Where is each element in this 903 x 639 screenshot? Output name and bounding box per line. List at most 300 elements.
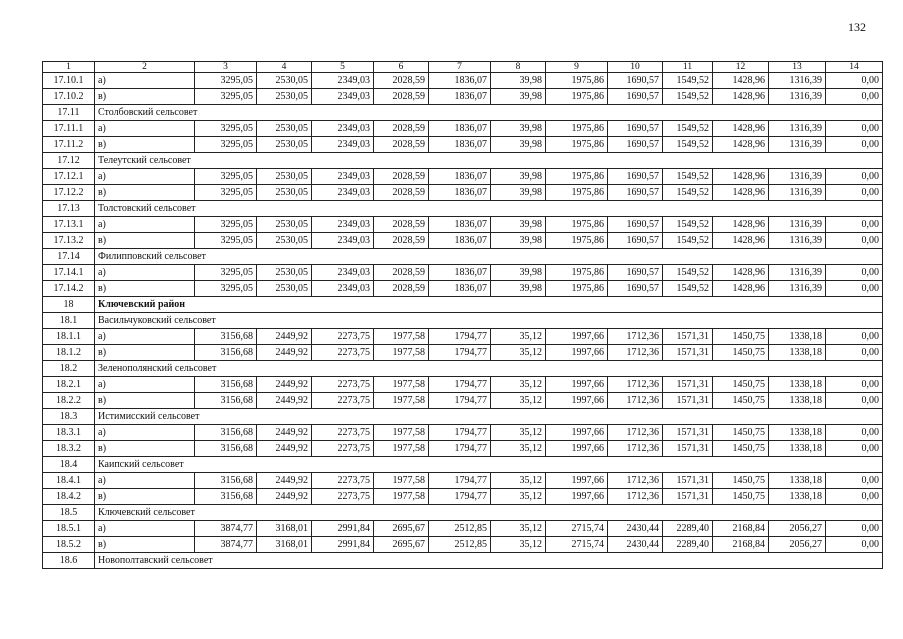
value-cell: 1712,36 bbox=[608, 489, 663, 505]
value-cell: 1571,31 bbox=[663, 377, 713, 393]
value-cell: 2349,03 bbox=[312, 281, 374, 297]
row-subitem: а) bbox=[95, 473, 195, 489]
section-row bbox=[43, 249, 883, 265]
value-cell: 3156,68 bbox=[195, 441, 257, 457]
row-subitem: а) bbox=[95, 377, 195, 393]
value-cell: 35,12 bbox=[491, 345, 546, 361]
section-row bbox=[43, 313, 883, 329]
value-cell: 1836,07 bbox=[429, 265, 491, 281]
value-cell: 1316,39 bbox=[769, 185, 826, 201]
table-row bbox=[43, 73, 883, 89]
value-cell: 1690,57 bbox=[608, 185, 663, 201]
value-cell: 1836,07 bbox=[429, 89, 491, 105]
value-cell: 3156,68 bbox=[195, 377, 257, 393]
value-cell: 1975,86 bbox=[546, 73, 608, 89]
column-number-cell: 3 bbox=[195, 62, 257, 73]
value-cell: 1997,66 bbox=[546, 377, 608, 393]
value-cell: 35,12 bbox=[491, 521, 546, 537]
row-code: 17.12.1 bbox=[43, 169, 95, 185]
value-cell: 1975,86 bbox=[546, 89, 608, 105]
value-cell: 2273,75 bbox=[312, 489, 374, 505]
value-cell: 1794,77 bbox=[429, 441, 491, 457]
value-cell: 1690,57 bbox=[608, 265, 663, 281]
value-cell: 39,98 bbox=[491, 217, 546, 233]
row-subitem: а) bbox=[95, 329, 195, 345]
column-number-row bbox=[43, 62, 883, 73]
value-cell: 1338,18 bbox=[769, 425, 826, 441]
value-cell: 2349,03 bbox=[312, 121, 374, 137]
value-cell: 1571,31 bbox=[663, 441, 713, 457]
table-row bbox=[43, 217, 883, 233]
row-code: 18.5.2 bbox=[43, 537, 95, 553]
value-cell: 1997,66 bbox=[546, 425, 608, 441]
value-cell: 1450,75 bbox=[713, 489, 769, 505]
value-cell: 1428,96 bbox=[713, 265, 769, 281]
value-cell: 1975,86 bbox=[546, 217, 608, 233]
value-cell: 1836,07 bbox=[429, 137, 491, 153]
value-cell: 0,00 bbox=[826, 89, 883, 105]
value-cell: 1712,36 bbox=[608, 393, 663, 409]
value-cell: 1794,77 bbox=[429, 329, 491, 345]
section-title: Новополтавский сельсовет bbox=[95, 553, 883, 569]
row-code: 17.10.1 bbox=[43, 73, 95, 89]
value-cell: 2349,03 bbox=[312, 233, 374, 249]
value-cell: 0,00 bbox=[826, 489, 883, 505]
row-subitem: а) bbox=[95, 425, 195, 441]
row-code: 18.1.2 bbox=[43, 345, 95, 361]
value-cell: 1997,66 bbox=[546, 489, 608, 505]
value-cell: 1975,86 bbox=[546, 233, 608, 249]
value-cell: 1428,96 bbox=[713, 281, 769, 297]
value-cell: 1794,77 bbox=[429, 425, 491, 441]
value-cell: 1836,07 bbox=[429, 185, 491, 201]
row-code: 18.4.2 bbox=[43, 489, 95, 505]
row-code: 18.3.1 bbox=[43, 425, 95, 441]
value-cell: 1450,75 bbox=[713, 425, 769, 441]
value-cell: 2530,05 bbox=[257, 233, 312, 249]
row-code: 18 bbox=[43, 297, 95, 313]
value-cell: 3295,05 bbox=[195, 89, 257, 105]
row-code: 18.4 bbox=[43, 457, 95, 473]
value-cell: 2449,92 bbox=[257, 345, 312, 361]
value-cell: 1836,07 bbox=[429, 73, 491, 89]
value-cell: 35,12 bbox=[491, 473, 546, 489]
column-number-cell: 6 bbox=[374, 62, 429, 73]
row-subitem: а) bbox=[95, 217, 195, 233]
section-title: Зеленополянский сельсовет bbox=[95, 361, 883, 377]
value-cell: 1428,96 bbox=[713, 137, 769, 153]
section-title: Ключевский сельсовет bbox=[95, 505, 883, 521]
value-cell: 1450,75 bbox=[713, 377, 769, 393]
value-cell: 2530,05 bbox=[257, 265, 312, 281]
value-cell: 1836,07 bbox=[429, 233, 491, 249]
value-cell: 2273,75 bbox=[312, 377, 374, 393]
table-row bbox=[43, 393, 883, 409]
value-cell: 1316,39 bbox=[769, 281, 826, 297]
row-subitem: а) bbox=[95, 73, 195, 89]
row-subitem: а) bbox=[95, 121, 195, 137]
value-cell: 1338,18 bbox=[769, 377, 826, 393]
value-cell: 2289,40 bbox=[663, 537, 713, 553]
row-code: 17.14.2 bbox=[43, 281, 95, 297]
value-cell: 1690,57 bbox=[608, 233, 663, 249]
value-cell: 1316,39 bbox=[769, 121, 826, 137]
value-cell: 1549,52 bbox=[663, 281, 713, 297]
value-cell: 1316,39 bbox=[769, 233, 826, 249]
column-number-cell: 1 bbox=[43, 62, 95, 73]
value-cell: 1712,36 bbox=[608, 473, 663, 489]
row-code: 17.14.1 bbox=[43, 265, 95, 281]
value-cell: 1977,58 bbox=[374, 393, 429, 409]
value-cell: 1549,52 bbox=[663, 169, 713, 185]
value-cell: 2273,75 bbox=[312, 393, 374, 409]
value-cell: 3295,05 bbox=[195, 73, 257, 89]
value-cell: 3295,05 bbox=[195, 137, 257, 153]
value-cell: 2530,05 bbox=[257, 169, 312, 185]
row-code: 18.3 bbox=[43, 409, 95, 425]
value-cell: 2530,05 bbox=[257, 73, 312, 89]
value-cell: 2512,85 bbox=[429, 521, 491, 537]
value-cell: 2028,59 bbox=[374, 281, 429, 297]
value-cell: 3156,68 bbox=[195, 329, 257, 345]
value-cell: 1712,36 bbox=[608, 425, 663, 441]
value-cell: 2028,59 bbox=[374, 73, 429, 89]
value-cell: 35,12 bbox=[491, 441, 546, 457]
value-cell: 3295,05 bbox=[195, 233, 257, 249]
value-cell: 2991,84 bbox=[312, 537, 374, 553]
column-number-cell: 8 bbox=[491, 62, 546, 73]
value-cell: 1571,31 bbox=[663, 425, 713, 441]
value-cell: 2449,92 bbox=[257, 425, 312, 441]
value-cell: 1571,31 bbox=[663, 329, 713, 345]
value-cell: 1977,58 bbox=[374, 489, 429, 505]
value-cell: 1836,07 bbox=[429, 281, 491, 297]
value-cell: 0,00 bbox=[826, 233, 883, 249]
value-cell: 2349,03 bbox=[312, 137, 374, 153]
value-cell: 0,00 bbox=[826, 441, 883, 457]
value-cell: 1977,58 bbox=[374, 345, 429, 361]
table-row bbox=[43, 281, 883, 297]
row-subitem: в) bbox=[95, 537, 195, 553]
column-number-cell: 4 bbox=[257, 62, 312, 73]
row-code: 18.5.1 bbox=[43, 521, 95, 537]
row-code: 18.6 bbox=[43, 553, 95, 569]
value-cell: 1549,52 bbox=[663, 265, 713, 281]
value-cell: 3156,68 bbox=[195, 473, 257, 489]
value-cell: 2273,75 bbox=[312, 425, 374, 441]
value-cell: 3295,05 bbox=[195, 265, 257, 281]
row-code: 18.3.2 bbox=[43, 441, 95, 457]
value-cell: 1977,58 bbox=[374, 441, 429, 457]
value-cell: 2530,05 bbox=[257, 137, 312, 153]
value-cell: 1338,18 bbox=[769, 329, 826, 345]
value-cell: 1794,77 bbox=[429, 377, 491, 393]
table-row bbox=[43, 425, 883, 441]
table-row bbox=[43, 473, 883, 489]
value-cell: 3156,68 bbox=[195, 425, 257, 441]
row-code: 17.11 bbox=[43, 105, 95, 121]
value-cell: 1338,18 bbox=[769, 393, 826, 409]
value-cell: 1712,36 bbox=[608, 345, 663, 361]
value-cell: 2449,92 bbox=[257, 393, 312, 409]
column-number-cell: 5 bbox=[312, 62, 374, 73]
value-cell: 2273,75 bbox=[312, 441, 374, 457]
value-cell: 1975,86 bbox=[546, 281, 608, 297]
value-cell: 1690,57 bbox=[608, 169, 663, 185]
table-row bbox=[43, 441, 883, 457]
value-cell: 2168,84 bbox=[713, 521, 769, 537]
value-cell: 39,98 bbox=[491, 233, 546, 249]
value-cell: 1316,39 bbox=[769, 265, 826, 281]
value-cell: 2028,59 bbox=[374, 89, 429, 105]
value-cell: 2430,44 bbox=[608, 521, 663, 537]
row-subitem: а) bbox=[95, 169, 195, 185]
value-cell: 2530,05 bbox=[257, 185, 312, 201]
table-row bbox=[43, 137, 883, 153]
value-cell: 1450,75 bbox=[713, 393, 769, 409]
row-code: 17.13 bbox=[43, 201, 95, 217]
value-cell: 1977,58 bbox=[374, 329, 429, 345]
value-cell: 1428,96 bbox=[713, 121, 769, 137]
value-cell: 1690,57 bbox=[608, 137, 663, 153]
value-cell: 1428,96 bbox=[713, 185, 769, 201]
value-cell: 2056,27 bbox=[769, 537, 826, 553]
value-cell: 2530,05 bbox=[257, 89, 312, 105]
value-cell: 2695,67 bbox=[374, 537, 429, 553]
value-cell: 2449,92 bbox=[257, 473, 312, 489]
value-cell: 2028,59 bbox=[374, 121, 429, 137]
tariff-table bbox=[42, 61, 883, 569]
value-cell: 35,12 bbox=[491, 377, 546, 393]
section-row bbox=[43, 201, 883, 217]
value-cell: 1975,86 bbox=[546, 265, 608, 281]
value-cell: 39,98 bbox=[491, 137, 546, 153]
column-number-cell: 14 bbox=[826, 62, 883, 73]
column-number-cell: 11 bbox=[663, 62, 713, 73]
value-cell: 1690,57 bbox=[608, 217, 663, 233]
row-code: 18.5 bbox=[43, 505, 95, 521]
value-cell: 2349,03 bbox=[312, 73, 374, 89]
value-cell: 2449,92 bbox=[257, 329, 312, 345]
row-code: 17.11.1 bbox=[43, 121, 95, 137]
table-row bbox=[43, 329, 883, 345]
value-cell: 1549,52 bbox=[663, 233, 713, 249]
value-cell: 35,12 bbox=[491, 489, 546, 505]
table-row bbox=[43, 89, 883, 105]
value-cell: 1712,36 bbox=[608, 377, 663, 393]
value-cell: 1571,31 bbox=[663, 489, 713, 505]
value-cell: 2530,05 bbox=[257, 121, 312, 137]
value-cell: 1428,96 bbox=[713, 73, 769, 89]
table-row bbox=[43, 169, 883, 185]
value-cell: 1428,96 bbox=[713, 89, 769, 105]
table-row bbox=[43, 377, 883, 393]
section-row bbox=[43, 153, 883, 169]
value-cell: 1975,86 bbox=[546, 121, 608, 137]
value-cell: 1549,52 bbox=[663, 185, 713, 201]
value-cell: 2273,75 bbox=[312, 473, 374, 489]
row-code: 17.14 bbox=[43, 249, 95, 265]
value-cell: 3168,01 bbox=[257, 537, 312, 553]
page-number: 132 bbox=[848, 20, 866, 34]
value-cell: 1428,96 bbox=[713, 169, 769, 185]
value-cell: 0,00 bbox=[826, 121, 883, 137]
value-cell: 3874,77 bbox=[195, 521, 257, 537]
value-cell: 1690,57 bbox=[608, 121, 663, 137]
value-cell: 2028,59 bbox=[374, 217, 429, 233]
value-cell: 1428,96 bbox=[713, 217, 769, 233]
column-number-cell: 2 bbox=[95, 62, 195, 73]
value-cell: 1549,52 bbox=[663, 137, 713, 153]
row-code: 18.1 bbox=[43, 313, 95, 329]
value-cell: 2449,92 bbox=[257, 377, 312, 393]
table-row bbox=[43, 345, 883, 361]
value-cell: 3168,01 bbox=[257, 521, 312, 537]
value-cell: 0,00 bbox=[826, 377, 883, 393]
value-cell: 2349,03 bbox=[312, 169, 374, 185]
value-cell: 3156,68 bbox=[195, 489, 257, 505]
value-cell: 3156,68 bbox=[195, 345, 257, 361]
value-cell: 2028,59 bbox=[374, 137, 429, 153]
row-code: 18.2 bbox=[43, 361, 95, 377]
value-cell: 2349,03 bbox=[312, 185, 374, 201]
value-cell: 39,98 bbox=[491, 185, 546, 201]
value-cell: 2349,03 bbox=[312, 217, 374, 233]
row-code: 17.12 bbox=[43, 153, 95, 169]
value-cell: 1712,36 bbox=[608, 329, 663, 345]
value-cell: 1338,18 bbox=[769, 441, 826, 457]
section-title: Телеутский сельсовет bbox=[95, 153, 883, 169]
section-row bbox=[43, 409, 883, 425]
value-cell: 1549,52 bbox=[663, 217, 713, 233]
row-code: 18.2.2 bbox=[43, 393, 95, 409]
section-row bbox=[43, 361, 883, 377]
value-cell: 1338,18 bbox=[769, 473, 826, 489]
value-cell: 1836,07 bbox=[429, 169, 491, 185]
value-cell: 2430,44 bbox=[608, 537, 663, 553]
value-cell: 1571,31 bbox=[663, 473, 713, 489]
value-cell: 1794,77 bbox=[429, 473, 491, 489]
table-row bbox=[43, 233, 883, 249]
row-code: 18.2.1 bbox=[43, 377, 95, 393]
section-row bbox=[43, 457, 883, 473]
value-cell: 1836,07 bbox=[429, 217, 491, 233]
value-cell: 1977,58 bbox=[374, 425, 429, 441]
row-subitem: в) bbox=[95, 393, 195, 409]
value-cell: 1975,86 bbox=[546, 185, 608, 201]
value-cell: 0,00 bbox=[826, 217, 883, 233]
row-subitem: в) bbox=[95, 489, 195, 505]
row-subitem: в) bbox=[95, 185, 195, 201]
value-cell: 1997,66 bbox=[546, 393, 608, 409]
value-cell: 0,00 bbox=[826, 521, 883, 537]
value-cell: 35,12 bbox=[491, 537, 546, 553]
value-cell: 3295,05 bbox=[195, 121, 257, 137]
value-cell: 1338,18 bbox=[769, 489, 826, 505]
value-cell: 1316,39 bbox=[769, 137, 826, 153]
value-cell: 3295,05 bbox=[195, 185, 257, 201]
value-cell: 39,98 bbox=[491, 73, 546, 89]
row-subitem: в) bbox=[95, 441, 195, 457]
table-row bbox=[43, 537, 883, 553]
row-subitem: в) bbox=[95, 137, 195, 153]
value-cell: 3295,05 bbox=[195, 281, 257, 297]
value-cell: 0,00 bbox=[826, 473, 883, 489]
value-cell: 3874,77 bbox=[195, 537, 257, 553]
value-cell: 0,00 bbox=[826, 265, 883, 281]
value-cell: 1975,86 bbox=[546, 169, 608, 185]
value-cell: 2695,67 bbox=[374, 521, 429, 537]
section-title: Васильчуковский сельсовет bbox=[95, 313, 883, 329]
table-row bbox=[43, 265, 883, 281]
column-number-cell: 10 bbox=[608, 62, 663, 73]
value-cell: 1997,66 bbox=[546, 441, 608, 457]
section-title: Истимисский сельсовет bbox=[95, 409, 883, 425]
value-cell: 39,98 bbox=[491, 121, 546, 137]
value-cell: 3156,68 bbox=[195, 393, 257, 409]
value-cell: 1794,77 bbox=[429, 345, 491, 361]
row-code: 17.13.2 bbox=[43, 233, 95, 249]
value-cell: 1690,57 bbox=[608, 89, 663, 105]
value-cell: 2530,05 bbox=[257, 217, 312, 233]
table-row bbox=[43, 121, 883, 137]
value-cell: 39,98 bbox=[491, 281, 546, 297]
value-cell: 2449,92 bbox=[257, 489, 312, 505]
value-cell: 2512,85 bbox=[429, 537, 491, 553]
row-code: 17.12.2 bbox=[43, 185, 95, 201]
value-cell: 0,00 bbox=[826, 537, 883, 553]
value-cell: 0,00 bbox=[826, 185, 883, 201]
value-cell: 2289,40 bbox=[663, 521, 713, 537]
district-row bbox=[43, 297, 883, 313]
value-cell: 3295,05 bbox=[195, 217, 257, 233]
value-cell: 2273,75 bbox=[312, 329, 374, 345]
value-cell: 1975,86 bbox=[546, 137, 608, 153]
column-number-cell: 13 bbox=[769, 62, 826, 73]
value-cell: 1997,66 bbox=[546, 345, 608, 361]
value-cell: 1450,75 bbox=[713, 473, 769, 489]
value-cell: 35,12 bbox=[491, 425, 546, 441]
value-cell: 1712,36 bbox=[608, 441, 663, 457]
row-code: 18.4.1 bbox=[43, 473, 95, 489]
value-cell: 35,12 bbox=[491, 393, 546, 409]
value-cell: 0,00 bbox=[826, 393, 883, 409]
value-cell: 1316,39 bbox=[769, 169, 826, 185]
value-cell: 1794,77 bbox=[429, 393, 491, 409]
section-row bbox=[43, 105, 883, 121]
value-cell: 1690,57 bbox=[608, 73, 663, 89]
row-subitem: в) bbox=[95, 89, 195, 105]
value-cell: 0,00 bbox=[826, 281, 883, 297]
value-cell: 1571,31 bbox=[663, 345, 713, 361]
value-cell: 0,00 bbox=[826, 425, 883, 441]
value-cell: 2715,74 bbox=[546, 521, 608, 537]
value-cell: 1977,58 bbox=[374, 473, 429, 489]
value-cell: 1450,75 bbox=[713, 441, 769, 457]
row-subitem: а) bbox=[95, 265, 195, 281]
row-subitem: в) bbox=[95, 345, 195, 361]
value-cell: 1316,39 bbox=[769, 73, 826, 89]
table-body bbox=[43, 62, 883, 569]
value-cell: 2991,84 bbox=[312, 521, 374, 537]
value-cell: 2028,59 bbox=[374, 185, 429, 201]
row-code: 17.11.2 bbox=[43, 137, 95, 153]
value-cell: 1997,66 bbox=[546, 473, 608, 489]
value-cell: 2028,59 bbox=[374, 233, 429, 249]
value-cell: 2449,92 bbox=[257, 441, 312, 457]
value-cell: 1450,75 bbox=[713, 329, 769, 345]
value-cell: 2028,59 bbox=[374, 169, 429, 185]
